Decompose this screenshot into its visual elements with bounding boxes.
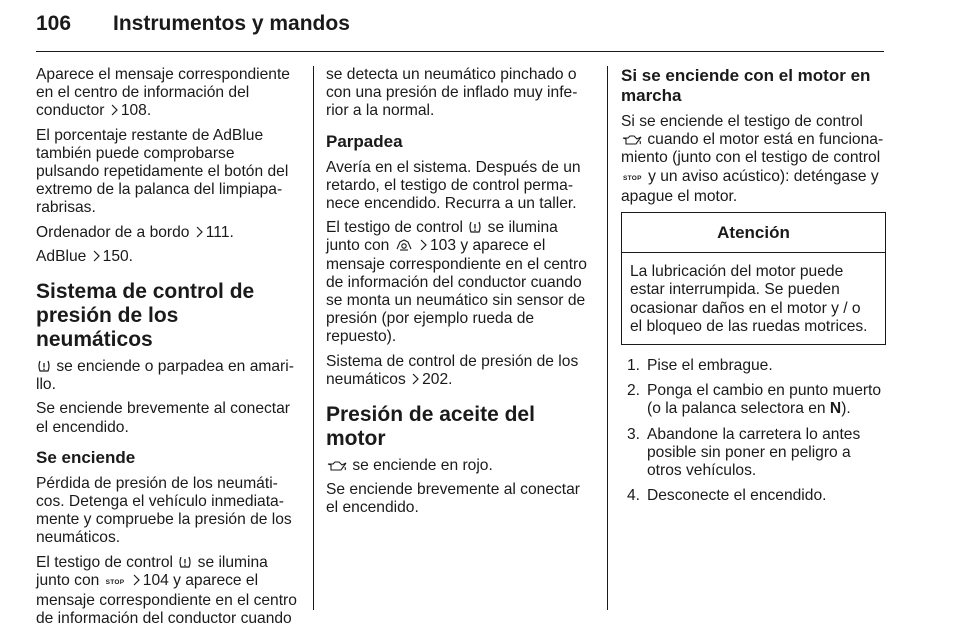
- paragraph: El testigo de control se ilumina junto con 103 y aparece el mensaje correspondiente en el centro de información del conductor cuando se monta un neumático sin sensor de presión (por ejemplo rueda de repuesto).: [326, 219, 587, 346]
- service-vehicle-icon: [395, 238, 413, 252]
- subheading: Si se enciende con el motor en marcha: [621, 66, 871, 105]
- notice-body: La lubricación del motor puede estar interrumpida. Se pueden ocasionar daños en el motor y / o el bloqueo de las ruedas motrices.: [630, 263, 868, 335]
- column-3: [621, 66, 886, 512]
- page-header: [36, 12, 884, 52]
- paragraph: Ordenador de a bordo 111.: [36, 223, 234, 241]
- page-ref-link[interactable]: 150.: [102, 247, 133, 265]
- column-2: [326, 66, 594, 524]
- page-ref-arrow-icon: [110, 104, 119, 116]
- paragraph: AdBlue 150.: [36, 247, 133, 265]
- page-ref-arrow-icon: [419, 239, 428, 251]
- subheading: Se enciende: [36, 447, 136, 467]
- paragraph: se enciende en rojo.: [326, 457, 594, 475]
- stop-icon: STOP: [623, 174, 642, 182]
- list-item: 1. Pise el embrague.: [627, 357, 773, 375]
- tire-pressure-warning-icon: [468, 220, 482, 234]
- list-item: 4. Desconecte el encendido.: [627, 487, 827, 505]
- page-ref-arrow-icon: [195, 226, 204, 238]
- paragraph: Si se enciende el testigo de control cuando el motor está en funcionamiento (junto con el testigo de control STOP y un aviso acústico): deténgase y apague el motor.: [621, 113, 884, 205]
- page-ref-link[interactable]: 108.: [120, 102, 152, 120]
- paragraph: Pérdida de presión de los neumáticos. Detenga el vehículo inmediatamente y compruebe la presión de los neumáticos.: [36, 474, 292, 547]
- oil-pressure-icon: [327, 460, 347, 472]
- column-divider: [313, 66, 314, 610]
- warning-notice-box: [621, 212, 886, 345]
- list-item: 2. Ponga el cambio en punto muerto (o la palanca selectora en N).: [627, 382, 882, 418]
- paragraph: El porcentaje restante de AdBlue también puede comprobarse pulsando repetidamente el botón del extremo de la palanca del limpiaparabrisas.: [36, 126, 289, 217]
- section-heading: Presión de aceite del motor: [326, 403, 535, 451]
- page-ref-arrow-icon: [92, 250, 101, 262]
- page-ref-arrow-icon: [132, 574, 141, 586]
- paragraph: Aparece el mensaje correspondiente en el centro de información del conductor 108.: [36, 66, 290, 120]
- page-ref-arrow-icon: [411, 373, 420, 385]
- paragraph: El testigo de control se ilumina junto con STOP 104 y aparece el mensaje correspondiente en el centro de información del conductor cuando: [36, 553, 297, 628]
- list-item: 3. Abandone la carretera lo antes posible sin poner en peligro a otros vehículos.: [627, 425, 861, 480]
- tire-pressure-warning-icon: [178, 555, 192, 569]
- steps-list: [621, 357, 886, 505]
- section-heading: Sistema de control de presión de los neumáticos: [36, 280, 255, 352]
- page-ref-link[interactable]: 202.: [422, 370, 453, 388]
- page-number: 106: [36, 12, 72, 35]
- tire-pressure-warning-icon: [37, 359, 51, 373]
- oil-pressure-icon: [622, 134, 642, 146]
- paragraph: Avería en el sistema. Después de un retardo, el testigo de control permanece encendido. Recurra a un taller.: [326, 158, 581, 213]
- paragraph: Se enciende brevemente al conectar el encendido.: [36, 400, 290, 436]
- stop-icon: STOP: [105, 578, 125, 586]
- paragraph: se enciende o parpadea en amarillo.: [36, 358, 294, 394]
- chapter-title: Instrumentos y mandos: [113, 12, 350, 35]
- column-divider: [607, 66, 608, 610]
- page-ref-link[interactable]: 111.: [205, 223, 234, 241]
- subheading: Parpadea: [326, 131, 403, 151]
- paragraph: se detecta un neumático pinchado o con una presión de inflado muy inferior a la normal.: [326, 66, 578, 120]
- notice-title: Atención: [622, 213, 885, 253]
- paragraph: Se enciende brevemente al conectar el encendido.: [326, 481, 580, 517]
- column-1: [36, 66, 300, 634]
- paragraph: Sistema de control de presión de los neumáticos 202.: [326, 352, 579, 388]
